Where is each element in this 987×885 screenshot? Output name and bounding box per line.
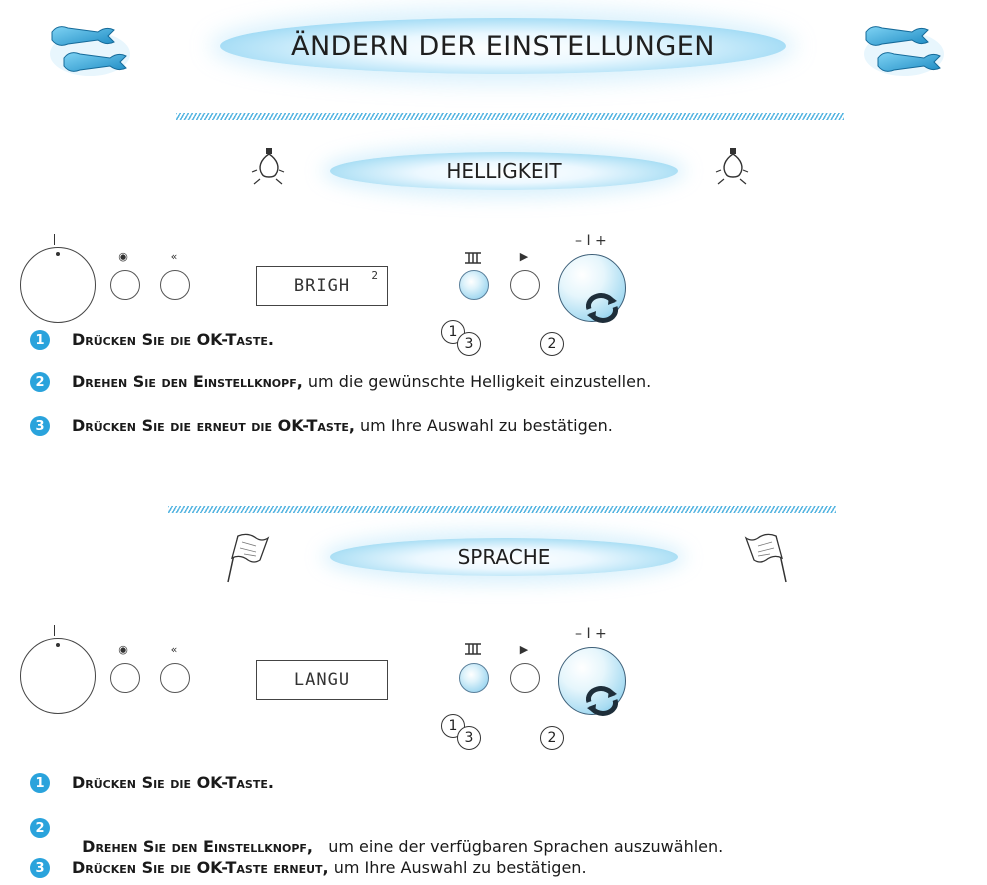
record-button-2[interactable] — [110, 663, 140, 693]
selector-knob-2[interactable] — [20, 638, 96, 714]
callout-3: 3 — [457, 332, 481, 356]
callout-2: 2 — [540, 332, 564, 356]
display-window — [256, 266, 388, 306]
display-text-2: LANGU — [293, 670, 351, 690]
flag-icon-left — [220, 528, 270, 584]
adjust-knob-2[interactable] — [558, 647, 626, 715]
dial-scale: – I + — [575, 233, 607, 249]
play-icon-2: ▶ — [519, 643, 529, 656]
record-icon-2: ◉ — [118, 643, 128, 656]
selector-knob[interactable] — [20, 247, 96, 323]
back-button-2[interactable] — [160, 663, 190, 693]
step-3: Drücken Sie die erneut die OK-Taste, um Ihre Auswahl zu bestätigen. — [72, 416, 613, 435]
wrench-icon-right — [856, 14, 952, 84]
step-bullet-3: 3 — [30, 416, 50, 436]
flag-icon-right — [742, 528, 792, 584]
divider-middle — [168, 506, 836, 513]
callout-3-lang: 3 — [457, 726, 481, 750]
callout-2-lang: 2 — [540, 726, 564, 750]
rewind-icon: « — [170, 250, 178, 263]
display-window-2 — [256, 660, 388, 700]
knob-marker — [54, 234, 55, 245]
lang-step-bullet-3: 3 — [30, 858, 50, 878]
lightbulb-icon-right — [712, 146, 754, 194]
lang-step-1: Drücken Sie die OK-Taste. — [72, 773, 274, 792]
dial-scale-2: – I + — [575, 626, 607, 642]
play-button-2[interactable] — [510, 663, 540, 693]
record-icon: ◉ — [118, 250, 128, 263]
brightness-section-title: HELLIGKEIT — [330, 152, 678, 190]
step-1: Drücken Sie die OK-Taste. — [72, 330, 274, 349]
wrench-icon-left — [42, 14, 138, 84]
step-2: Drehen Sie den Einstellknopf, um die gewünschte Helligkeit einzustellen. — [72, 372, 652, 391]
step-bullet-2: 2 — [30, 372, 50, 392]
display-superscript: 2 — [371, 269, 379, 282]
step-bullet-1: 1 — [30, 330, 50, 350]
lang-step-bullet-1: 1 — [30, 773, 50, 793]
language-section-title: SPRACHE — [330, 538, 678, 576]
knob-marker-2 — [54, 625, 55, 636]
divider-top — [176, 113, 844, 120]
play-icon: ▶ — [519, 250, 529, 263]
lang-step-bullet-2: 2 — [30, 818, 50, 838]
ok-icon-2 — [461, 640, 485, 656]
page-title: ÄNDERN DER EINSTELLUNGEN — [220, 18, 786, 74]
callout-1-lang: 1 — [441, 714, 465, 738]
callout-1: 1 — [441, 320, 465, 344]
lang-step-2: Drehen Sie den Einstellknopf, um eine der verfügbaren Sprachen auszuwählen. — [82, 837, 724, 856]
play-button[interactable] — [510, 270, 540, 300]
lightbulb-icon-left — [248, 146, 290, 194]
ok-button[interactable] — [459, 270, 489, 300]
adjust-knob[interactable] — [558, 254, 626, 322]
ok-icon — [461, 249, 485, 265]
back-button[interactable] — [160, 270, 190, 300]
display-text: BRIGH — [293, 276, 351, 296]
lang-step-3: Drücken Sie die OK-Taste erneut, um Ihre Auswahl zu bestätigen. — [72, 858, 587, 877]
rewind-icon-2: « — [170, 643, 178, 656]
ok-button-2[interactable] — [459, 663, 489, 693]
record-button[interactable] — [110, 270, 140, 300]
